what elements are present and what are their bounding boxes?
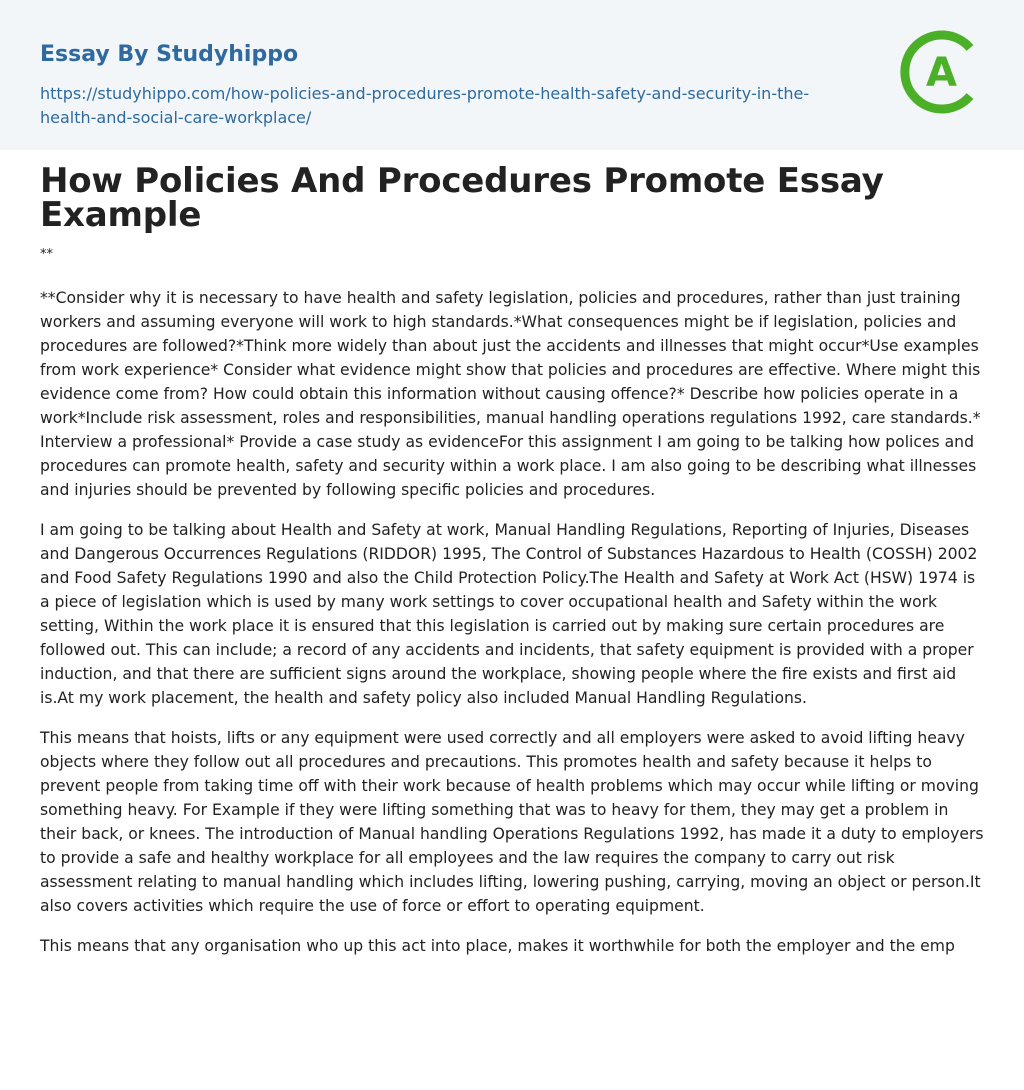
essay-paragraph-1: **Consider why it is necessary to have health and safety legislation, policies and procedures, rather than just training workers and assuming everyone will work to high standards.*What consequences might be if legislation, policies and procedures are followed?*Think more widely than about just the accidents and illnesses that might occur*Use examples from work experience* Consider what evidence might show that policies and procedures are effective. Where might this evidence come from? How could obtain this information without causing offence?* Describe how policies operate in a work*Include risk assessment, roles and responsibilities, manual handling operations regulations 1992, care standards.* Interview a professional* Provide a case study as evidenceFor this assignment I am going to be talking how polices and procedures can promote health, safety and security within a work place. I am also going to be describing what illnesses and injuries should be prevented by following specific policies and procedures. (40, 289, 981, 499)
essay-content (0, 150, 1024, 958)
logo-letter: A (926, 50, 957, 96)
asterisk-marker: ** (40, 247, 53, 262)
site-title[interactable]: Essay By Studyhippo (40, 42, 299, 67)
essay-paragraph-4: This means that any organisation who up this act into place, makes it worthwhile for both the employer and the emp (40, 937, 955, 955)
site-header (0, 0, 1024, 150)
studyhippo-logo-icon[interactable] (900, 30, 984, 114)
essay-paragraph-2: I am going to be talking about Health and Safety at work, Manual Handling Regulations, Reporting of Injuries, Diseases and Dangerous Occurrences Regulations (RIDDOR) 1995, The Control of Substances Hazardous to Health (COSSH) 2002 and Food Safety Regulations 1990 and also the Child Protection Policy.The Health and Safety at Work Act (HSW) 1974 is a piece of legislation which is used by many work settings to cover occupational health and Safety within the work setting, Within the work place it is ensured that this legislation is carried out by making sure certain procedures are followed out. This can include; a record of any accidents and incidents, that safety equipment is provided with a proper induction, and that there are sufficient signs around the workplace, showing people where the fire exists and first aid is.At my work placement, the health and safety policy also included Manual Handling Regulations. (40, 521, 978, 707)
essay-paragraph-3: This means that hoists, lifts or any equipment were used correctly and all employers were asked to avoid lifting heavy objects where they follow out all procedures and precautions. This promotes health and safety because it helps to prevent people from taking time off with their work because of health problems which may occur while lifting or moving something heavy. For Example if they were lifting something that was to heavy for them, they may get a problem in their back, or knees. The introduction of Manual handling Operations Regulations 1992, has made it a duty to employers to provide a safe and healthy workplace for all employees and the law requires the company to carry out risk assessment relating to manual handling which includes lifting, lowering pushing, carrying, moving an object or person.It also covers activities which require the use of force or effort to operating equipment. (40, 729, 984, 915)
page-title: How Policies And Procedures Promote Essay Example (40, 161, 884, 235)
source-url-link[interactable]: https://studyhippo.com/how-policies-and-procedures-promote-health-safety-and-security-in-the-health-and-social-care-workplace/ (40, 84, 810, 127)
